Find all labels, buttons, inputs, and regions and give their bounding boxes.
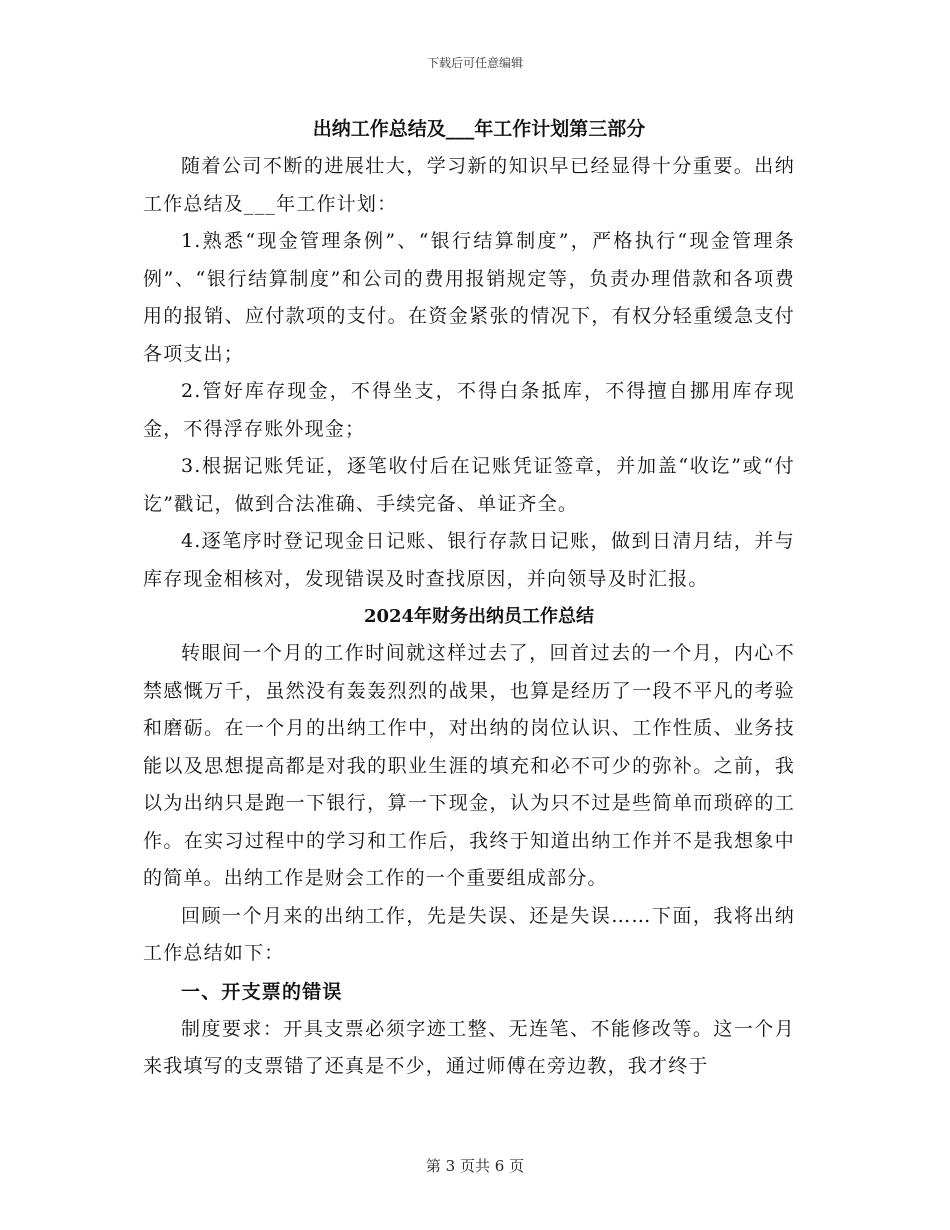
paragraph-item-4: 4.逐笔序时登记现金日记账、银行存款日记账，做到日清月结，并与库存现金相核对，发现错误及时查找原因，并向领导及时汇报。 [143, 530, 795, 590]
page-footer: 第 3 页共 6 页 [425, 1157, 525, 1175]
header-note: 下载后可任意编辑 [426, 56, 523, 70]
paragraph-item-1: 1.熟悉“现金管理条例”、“银行结算制度”，严格执行“现金管理条例”、“银行结算制度”和公司的费用报销规定等，负责办理借款和各项费用的报销、应付款项的支付。在资金紧张的情况下，有权分轻重缓急支付各项支出； [143, 230, 795, 365]
paragraph-review: 转眼间一个月的工作时间就这样过去了，回首过去的一个月，内心不禁感慨万千，虽然没有轰轰烈烈的战果，也算是经历了一段不平凡的考验和磨砺。在一个月的出纳工作中，对出纳的岗位认识、工作性质、业务技能以及思想提高都是对我的职业生涯的填充和必不可少的弥补。之前，我以为出纳只是跑一下银行，算一下现金，认为只不过是些简单而琐碎的工作。在实习过程中的学习和工作后，我终于知道出纳工作并不是我想象中的简单。出纳工作是财会工作的一个重要组成部分。 [143, 642, 795, 889]
paragraph-check-rules: 制度要求：开具支票必须字迹工整、无连笔、不能修改等。这一个月来我填写的支票错了还真是不少，通过师傅在旁边教，我才终于 [143, 1017, 795, 1077]
paragraph-summary-intro: 回顾一个月来的出纳工作，先是失误、还是失误……下面，我将出纳工作总结如下： [143, 904, 795, 964]
paragraph-item-2: 2.管好库存现金，不得坐支，不得白条抵库，不得擅自挪用库存现金，不得浮存账外现金； [143, 380, 795, 440]
document-title: 出纳工作总结及___年工作计划第三部分 [312, 118, 646, 140]
paragraph-item-3: 3.根据记账凭证，逐笔收付后在记账凭证签章，并加盖“收讫”或“付讫”戳记，做到合法准确、手续完备、单证齐全。 [143, 455, 795, 515]
paragraph-intro: 随着公司不断的进展壮大，学习新的知识早已经显得十分重要。出纳工作总结及___年工作计划： [143, 155, 795, 215]
subheading-check-errors: 一、开支票的错误 [181, 980, 343, 1003]
section-title: 2024年财务出纳员工作总结 [363, 606, 595, 627]
document-body [143, 110, 795, 1086]
